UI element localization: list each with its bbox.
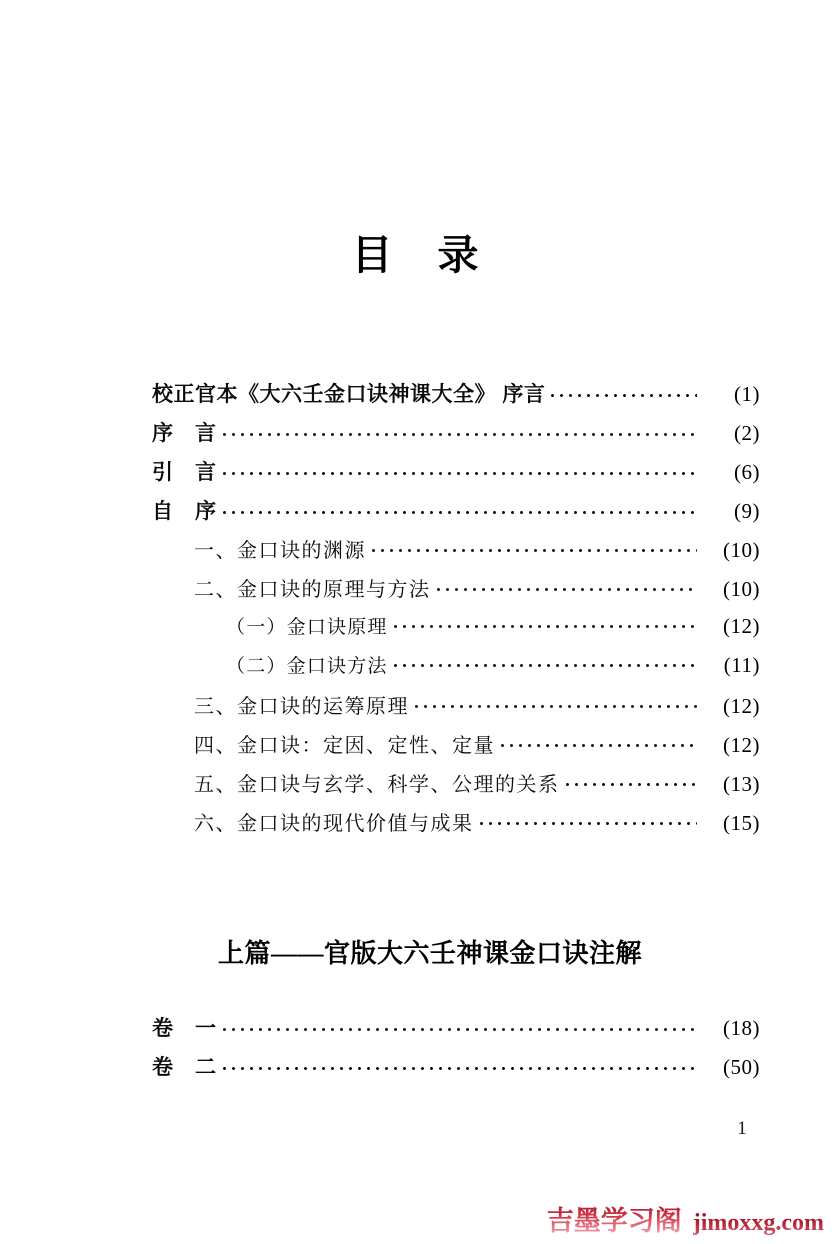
toc-entry[interactable] — [152, 807, 760, 846]
watermark-url: jimoxxg.com — [692, 1210, 824, 1236]
toc-entry[interactable] — [152, 378, 760, 417]
dot-leader — [437, 580, 698, 596]
dot-leader — [223, 1058, 698, 1074]
toc-entry[interactable] — [152, 456, 760, 495]
toc-entry-label: 二、金口诀的原理与方法 — [194, 579, 431, 601]
dot-leader — [223, 424, 698, 440]
dot-leader — [551, 385, 697, 401]
toc-entry[interactable] — [152, 651, 760, 690]
toc-entry-label: 自 序 — [152, 500, 217, 523]
dot-leader — [566, 775, 698, 791]
volume-entry-label: 卷 二 — [152, 1056, 217, 1079]
dot-leader — [223, 1019, 698, 1035]
volume-entry[interactable] — [152, 1012, 760, 1051]
toc-entry[interactable] — [152, 768, 760, 807]
dot-leader — [223, 463, 698, 479]
toc-entry-page-number: (13) — [723, 772, 760, 796]
volume-list — [152, 1012, 760, 1090]
volume-entry-page-number: (18) — [723, 1016, 760, 1040]
dot-leader — [394, 656, 697, 672]
toc-entry[interactable] — [152, 729, 760, 768]
volume-entry-label: 卷 一 — [152, 1017, 217, 1040]
toc-entry-label: 序 言 — [152, 422, 217, 445]
toc-entry-label: 三、金口诀的运筹原理 — [194, 696, 409, 718]
toc-entry[interactable] — [152, 534, 760, 573]
toc-entry-page-number: (11) — [723, 653, 760, 677]
dot-leader — [372, 541, 697, 557]
toc-entry-page-number: (12) — [723, 733, 760, 757]
dot-leader — [480, 814, 698, 830]
toc-entry-label: 六、金口诀的现代价值与成果 — [194, 813, 474, 835]
part-heading: 上篇——官版大六壬神课金口诀注解 — [218, 939, 643, 968]
toc-entry-page-number: (1) — [734, 382, 760, 406]
toc-entry[interactable] — [152, 612, 760, 651]
toc-entry[interactable] — [152, 495, 760, 534]
toc-entry-label: 四、金口诀：定因、定性、定量 — [194, 735, 495, 757]
dot-leader — [223, 502, 698, 518]
toc-entry-label: 引 言 — [152, 461, 217, 484]
dot-leader — [415, 697, 697, 713]
toc-entry-label: 一、金口诀的渊源 — [194, 540, 366, 562]
toc-entry-page-number: (10) — [723, 538, 760, 562]
toc-entry[interactable] — [152, 417, 760, 456]
dot-leader — [394, 617, 697, 633]
toc-entry-label: 五、金口诀与玄学、科学、公理的关系 — [194, 774, 560, 796]
watermark-site-name: 吉墨学习阁 — [547, 1199, 682, 1238]
toc-entry-page-number: (6) — [734, 460, 760, 484]
volume-entry[interactable] — [152, 1051, 760, 1090]
toc-entry-label: 校正官本《大六壬金口诀神课大全》 序言 — [152, 383, 546, 406]
toc-entry-page-number: (12) — [723, 694, 760, 718]
dot-leader — [501, 736, 697, 752]
toc-entry[interactable] — [152, 690, 760, 729]
toc-entry-page-number: (10) — [723, 577, 760, 601]
page-number: 1 — [737, 1118, 747, 1139]
toc-entry-page-number: (2) — [734, 421, 760, 445]
volume-entry-page-number: (50) — [723, 1055, 760, 1079]
page-title: 目 录 — [351, 232, 481, 278]
toc-entry[interactable] — [152, 573, 760, 612]
table-of-contents — [152, 378, 760, 846]
toc-entry-label: （一）金口诀原理 — [226, 617, 388, 638]
toc-entry-label: （二）金口诀方法 — [226, 656, 388, 677]
watermark — [547, 1199, 824, 1238]
toc-entry-page-number: (15) — [723, 811, 760, 835]
toc-entry-page-number: (12) — [723, 614, 760, 638]
toc-entry-page-number: (9) — [734, 499, 760, 523]
